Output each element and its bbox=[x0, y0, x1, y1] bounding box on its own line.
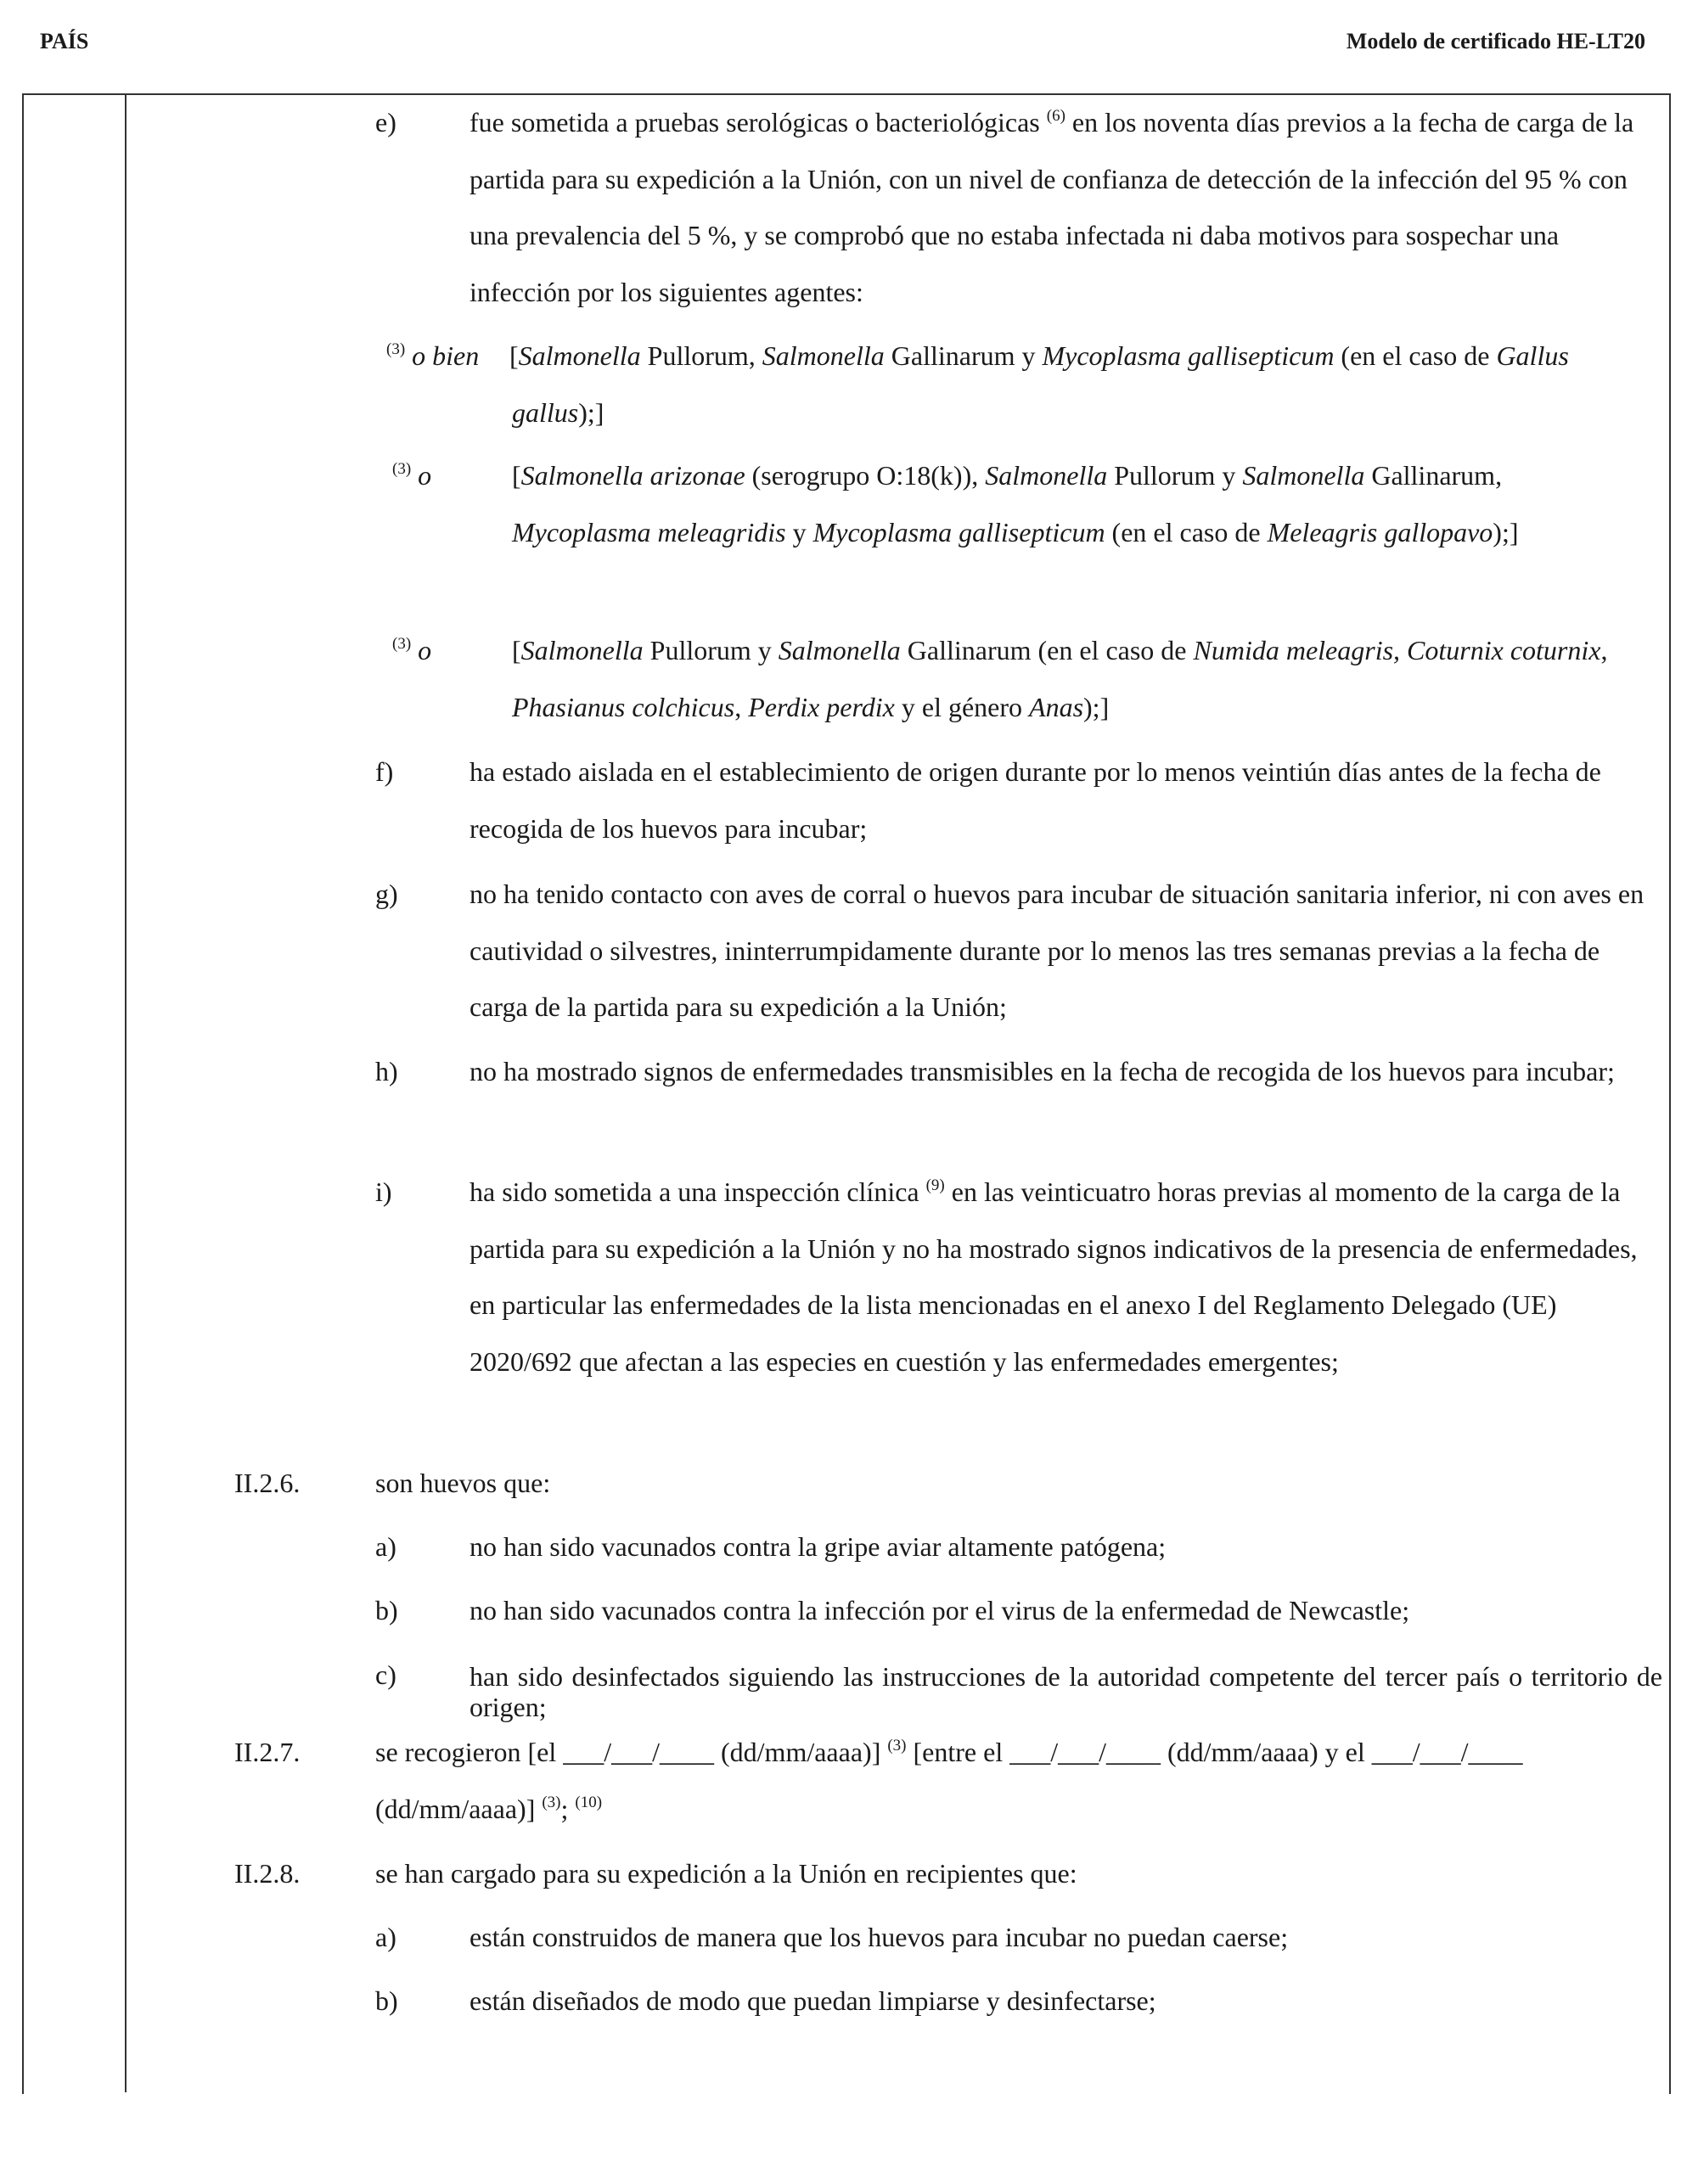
item-ii-2-8-b-label: b) bbox=[375, 1985, 398, 2016]
section-number-ii-2-6: II.2.6. bbox=[234, 1468, 301, 1498]
section-number-ii-2-7: II.2.7. bbox=[234, 1737, 301, 1767]
section-number-ii-2-8: II.2.8. bbox=[234, 1858, 301, 1889]
option-2-text: [Salmonella arizonae (serogrupo O:18(k)), Salmonella Pullorum y Salmonella Gallinarum, Mycoplasma meleagridis y Mycoplasma gallisepticum (en el caso de Meleagris gallopavo);] bbox=[512, 460, 1519, 547]
option-2-marker: $^{(3)}$ o bbox=[392, 460, 432, 491]
header-country: PAÍS bbox=[40, 29, 89, 53]
option-1-text: [Salmonella Pullorum, Salmonella Gallinarum y Mycoplasma gallisepticum (en el caso de Gallus gallus);] bbox=[509, 340, 1569, 428]
item-ii-2-6-b-label: b) bbox=[375, 1595, 398, 1625]
option-3-marker: $^{(3)}$ o bbox=[392, 635, 432, 665]
item-ii-2-8-a-text: están construidos de manera que los huevos para incubar no puedan caerse; bbox=[469, 1922, 1289, 1952]
item-i-text: ha sido sometida a una inspección clínica $^{(9)}$ en las veinticuatro horas previas al momento de la carga de la partida para su expedición a la Unión y no ha mostrado signos indicativos de la presencia de enfermedades, en particular las enfermedades de la lista mencionadas en el anexo I del Reglamento Delegado (UE) 2020/692 que afectan a las especies en cuestión y las enfermedades emergentes; bbox=[469, 1176, 1638, 1377]
item-h-text: no ha mostrado signos de enfermedades transmisibles en la fecha de recogida de los huevos para incubar; bbox=[469, 1056, 1615, 1086]
item-g-label: g) bbox=[375, 879, 398, 909]
item-f-text: ha estado aislada en el establecimiento de origen durante por lo menos veintiún días antes de la fecha de recogida de los huevos para incubar; bbox=[469, 756, 1601, 844]
section-ii-2-8-text: se han cargado para su expedición a la Unión en recipientes que: bbox=[375, 1858, 1077, 1889]
item-ii-2-6-a-label: a) bbox=[375, 1531, 396, 1562]
item-g-text: no ha tenido contacto con aves de corral o huevos para incubar de situación sanitaria inferior, ni con aves en cautividad o silvestres, ininterrumpidamente durante por lo menos las tres semanas previas a la fecha de carga de la partida para su expedición a la Unión; bbox=[469, 879, 1645, 1022]
item-ii-2-6-c-label: c) bbox=[375, 1659, 396, 1690]
option-3-text: [Salmonella Pullorum y Salmonella Gallinarum (en el caso de Numida meleagris, Coturnix coturnix, Phasianus colchicus, Perdix perdix y el género Anas);] bbox=[512, 635, 1608, 722]
item-e-text: fue sometida a pruebas serológicas o bacteriológicas $^{(6)}$ en los noventa días previos a la fecha de carga de la partida para su expedición a la Unión, con un nivel de confianza de detección de la infección del 95 % con una prevalencia del 5 %, y se comprobó que no estaba infectada ni daba motivos para sospechar una infección por los siguientes agentes: bbox=[469, 107, 1634, 307]
item-ii-2-8-b-text: están diseñados de modo que puedan limpiarse y desinfectarse; bbox=[469, 1985, 1156, 2016]
section-ii-2-6-text: son huevos que: bbox=[375, 1468, 551, 1498]
item-f-label: f) bbox=[375, 756, 394, 787]
item-ii-2-6-b-text: no han sido vacunados contra la infección por el virus de la enfermedad de Newcastle; bbox=[469, 1595, 1410, 1625]
item-h-label: h) bbox=[375, 1056, 398, 1086]
section-ii-2-7-text: se recogieron [el ___/___/____ (dd/mm/aaaa)] $^{(3)}$ [entre el ___/___/____ (dd/mm/aaaa) y el ___/___/____ (dd/mm/aaaa)] $^{(3)}$; $^{(10)}$ bbox=[375, 1737, 1523, 1824]
item-ii-2-6-c-text: han sido desinfectados siguiendo las instrucciones de la autoridad competente del tercer país o territorio de origen; bbox=[469, 1661, 1662, 1722]
column-divider bbox=[125, 93, 127, 2092]
header-certificate-model: Modelo de certificado HE-LT20 bbox=[1346, 29, 1645, 53]
option-1-marker: $^{(3)}$ o bien bbox=[386, 340, 480, 371]
item-ii-2-6-a-text: no han sido vacunados contra la gripe aviar altamente patógena; bbox=[469, 1531, 1167, 1562]
item-i-label: i) bbox=[375, 1176, 392, 1207]
item-e-label: e) bbox=[375, 107, 396, 138]
item-ii-2-8-a-label: a) bbox=[375, 1922, 396, 1952]
